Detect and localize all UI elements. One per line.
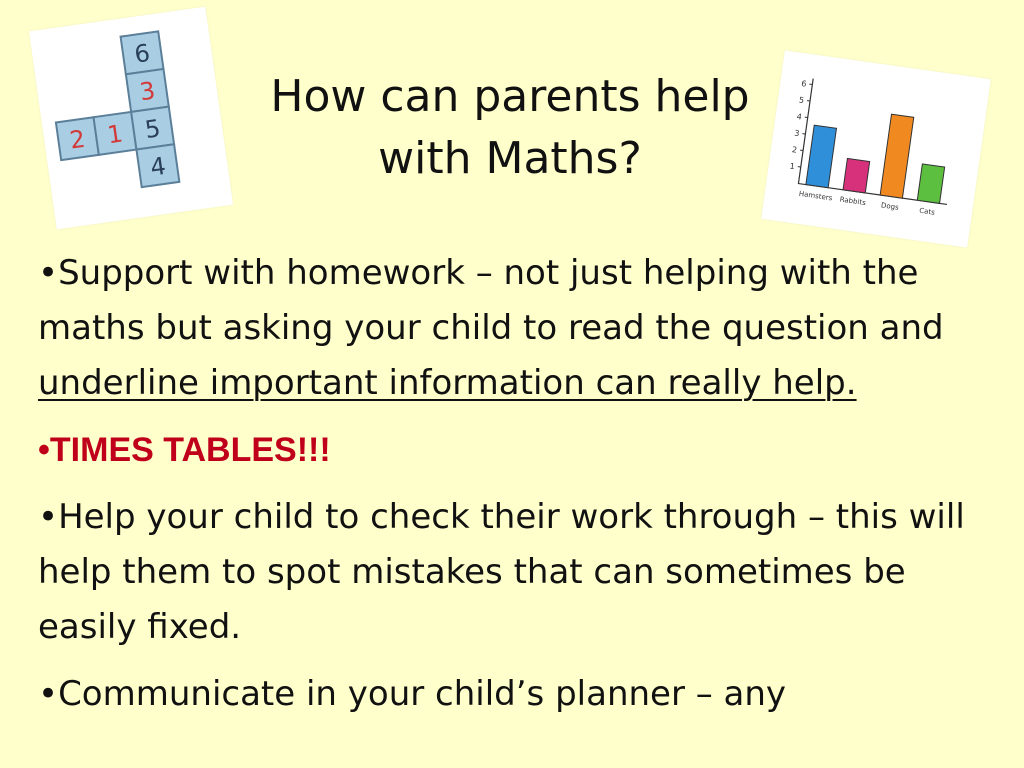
cube-net-image [29, 7, 233, 230]
x-tick-label: Rabbits [839, 195, 867, 208]
homework-underlined-text: underline important information can really help. [38, 363, 857, 403]
bullet-check-work [38, 490, 988, 655]
y-tick-label: 4 [796, 112, 803, 122]
bullet-homework [38, 246, 988, 411]
bar-chart [761, 50, 991, 247]
bar-hamsters [806, 125, 837, 188]
bullet-marker: • [38, 253, 59, 293]
x-tick-label: Hamsters [798, 189, 833, 203]
y-tick-label: 6 [800, 79, 807, 89]
x-tick-label: Dogs [880, 201, 900, 212]
title-line-1: How can parents help [270, 71, 750, 122]
bullet-planner [38, 667, 988, 722]
bar-rabbits [843, 158, 870, 192]
title-line-2: with Maths? [378, 133, 642, 184]
y-tick-label: 1 [789, 161, 796, 172]
bullet-list [38, 246, 988, 734]
bar-cats [917, 164, 944, 203]
net-cell-number: 2 [67, 124, 88, 155]
bar-chart-image [761, 50, 991, 247]
net-cell-number: 4 [148, 151, 168, 182]
bullet-marker: • [38, 431, 50, 469]
net-cell-number: 1 [105, 119, 125, 150]
x-tick-label: Cats [918, 206, 936, 217]
bullet-marker: • [38, 497, 59, 537]
page-title [230, 66, 790, 190]
times-tables-text: TIMES TABLES!!! [49, 431, 331, 469]
homework-text: Support with homework – not just helping with the maths but asking your child to read the question and [38, 253, 944, 348]
y-tick-label: 5 [798, 95, 805, 106]
cube-net-drawing [29, 7, 233, 230]
bar-dogs [880, 114, 914, 198]
y-tick-label: 3 [793, 128, 801, 139]
net-cell-number: 6 [132, 38, 152, 69]
planner-text: Communicate in your child’s planner – any [58, 674, 787, 714]
bullet-times-tables [38, 423, 988, 478]
check-work-text: Help your child to check their work through – this will help them to spot mistakes that can sometimes be easily fixed. [38, 497, 965, 647]
net-cell-number: 5 [143, 114, 163, 145]
net-cell-number: 3 [137, 76, 157, 107]
y-tick-label: 2 [791, 145, 798, 155]
bullet-marker: • [38, 674, 59, 714]
